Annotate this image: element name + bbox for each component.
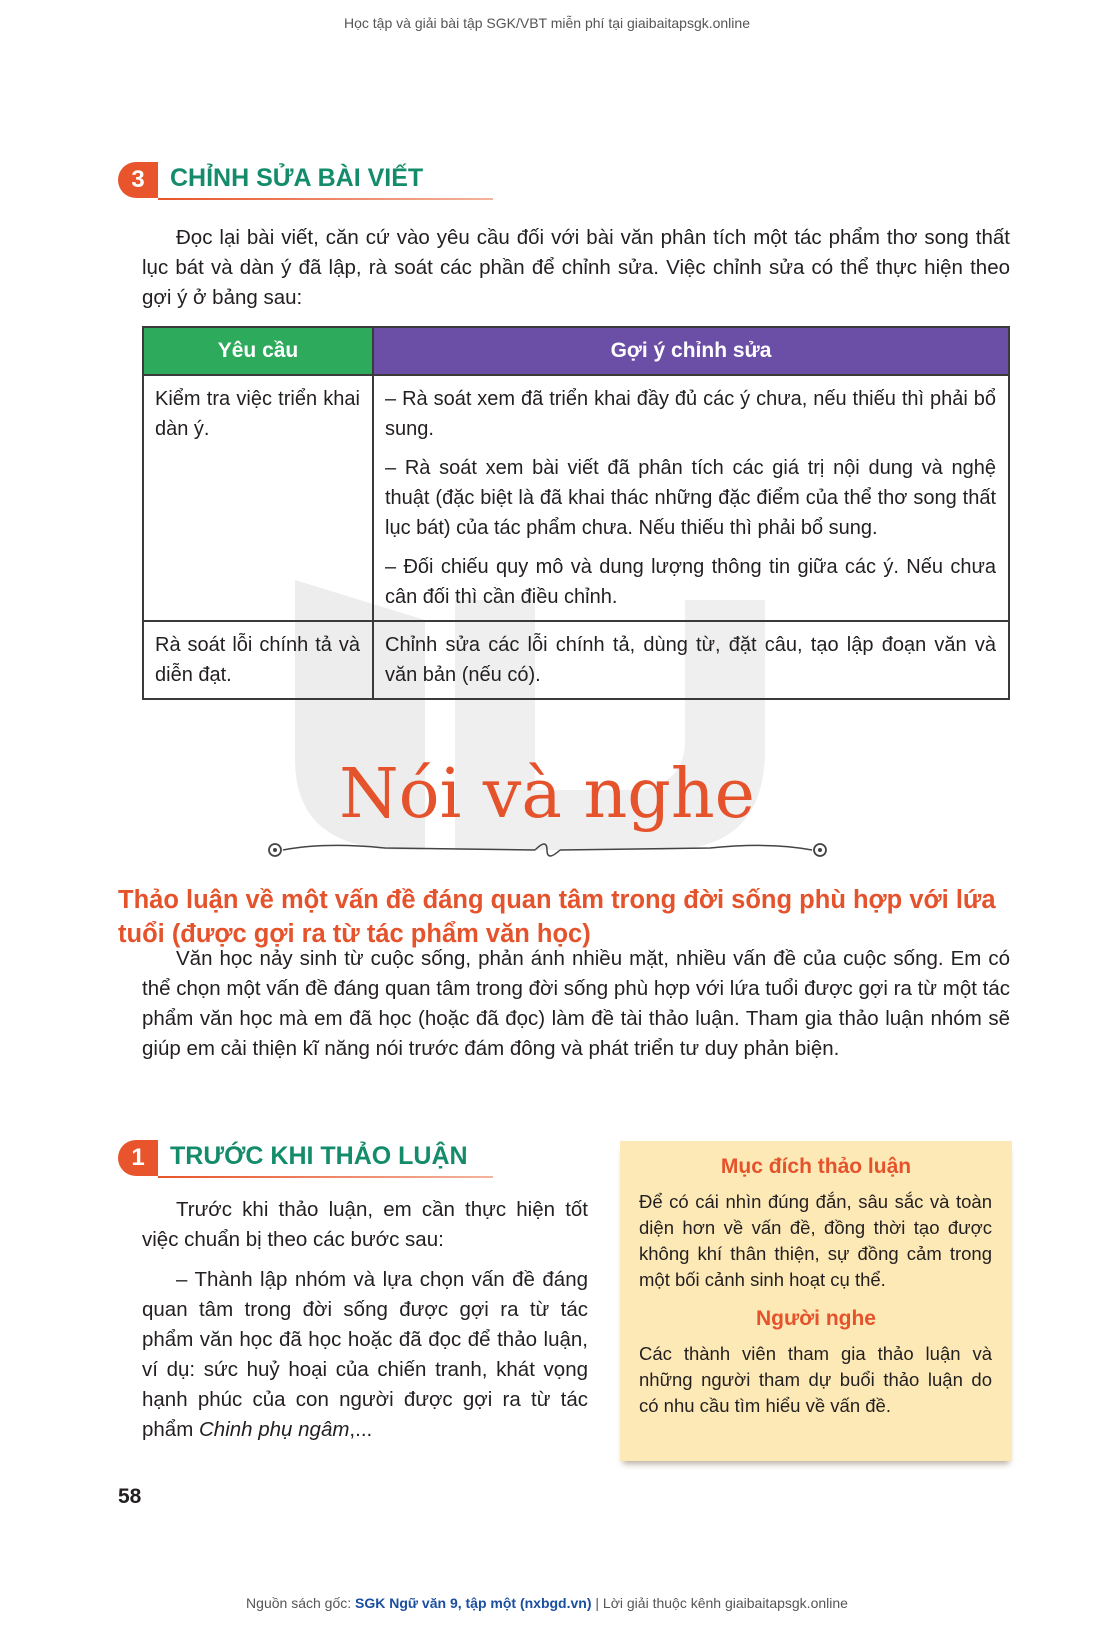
audience-text: Các thành viên tham gia thảo luận và những người tham dự buổi thảo luận do có nhu cầu tìm hiểu về vấn đề.: [639, 1343, 992, 1416]
suggestion-item: – Rà soát xem bài viết đã phân tích các giá trị nội dung và nghệ thuật (đặc biệt là đã khai thác những đặc điểm của thể thơ song thất lục bát) của tác phẩm chưa. Nếu thiếu thì phải bổ sung.: [385, 457, 996, 539]
footer-prefix: Nguồn sách gốc:: [246, 1595, 356, 1611]
table-header-requirement: Yêu cầu: [143, 327, 373, 375]
page-footer-note: [0, 1595, 1094, 1611]
step-text: – Thành lập nhóm và lựa chọn vấn đề đáng quan tâm trong đời sống được gợi ra từ tác phẩm văn học đã học hoặc đã đọc để thảo luận, ví dụ: sức huỷ hoại của chiến tranh, khát vọng hạnh phúc của con người được gợi ra từ tác phẩm: [142, 1268, 588, 1441]
section-3-heading: [118, 160, 488, 200]
footer-suffix: | Lời giải thuộc kênh giaibaitapsgk.online: [591, 1595, 848, 1611]
work-title: Chinh phụ ngâm: [198, 1418, 350, 1441]
suggestion-item: – Đối chiếu quy mô và dung lượng thông tin giữa các ý. Nếu chưa cân đối thì cần điều chỉnh.: [385, 556, 996, 608]
requirement-cell: Kiểm tra việc triển khai dàn ý.: [143, 375, 373, 621]
ornamental-divider: [265, 838, 830, 862]
table-row: [143, 375, 1009, 621]
suggestion-cell: [373, 375, 1009, 621]
section-number-badge: 1: [118, 1140, 158, 1176]
speaking-intro: Văn học nảy sinh từ cuộc sống, phản ánh nhiều mặt, nhiều vấn đề của cuộc sống. Em có thể chọn một vấn đề đáng quan tâm trong đời sống phù hợp với lứa tuổi được gợi ra từ một tác phẩm văn học mà em đã học (hoặc đã đọc) làm đề tài thảo luận. Tham gia thảo luận nhóm sẽ giúp em cải thiện kĩ năng nói trước đám đông và phát triển tư duy phản biện.: [142, 947, 1010, 1060]
discussion-topic-heading: Thảo luận về một vấn đề đáng quan tâm trong đời sống phù hợp với lứa tuổi (được gợi ra từ tác phẩm văn học): [118, 886, 996, 948]
suggestion-item: Chỉnh sửa các lỗi chính tả, dùng từ, đặt câu, tạo lập đoạn văn và văn bản (nếu có).: [385, 634, 996, 686]
footer-source-link[interactable]: SGK Ngữ văn 9, tập một (nxbgd.vn): [355, 1595, 592, 1611]
table-row: [143, 621, 1009, 699]
step-text-end: ,...: [349, 1418, 373, 1441]
section-1-paragraph: Trước khi thảo luận, em cần thực hiện tốt việc chuẩn bị theo các bước sau:: [142, 1198, 588, 1251]
section-1-step: [142, 1265, 588, 1445]
section-number-badge: 3: [118, 162, 158, 198]
revision-table: [142, 326, 1010, 700]
purpose-heading: Mục đích thảo luận: [720, 1155, 912, 1178]
section-title: CHỈNH SỬA BÀI VIẾT: [170, 164, 424, 192]
page-number: 58: [118, 1485, 142, 1508]
table-header-suggestion: Gợi ý chỉnh sửa: [373, 327, 1009, 375]
section-underline: [158, 1176, 493, 1178]
section-underline: [158, 198, 493, 200]
discussion-info-box: [620, 1141, 1012, 1461]
page-header-note: Học tập và giải bài tập SGK/VBT miễn phí tại giaibaitapsgk.online: [344, 15, 750, 31]
speaking-listening-title: Nói và nghe: [339, 755, 755, 834]
section-1-heading: [118, 1138, 488, 1178]
requirement-cell: Rà soát lỗi chính tả và diễn đạt.: [143, 621, 373, 699]
suggestion-item: – Rà soát xem đã triển khai đầy đủ các ý chưa, nếu thiếu thì phải bổ sung.: [385, 388, 996, 440]
purpose-text: Để có cái nhìn đúng đắn, sâu sắc và toàn diện hơn về vấn đề, đồng thời tạo được không khí thân thiện, sự đồng cảm trong một bối cảnh sinh hoạt cụ thể.: [639, 1191, 992, 1290]
suggestion-cell: [373, 621, 1009, 699]
section-title: TRƯỚC KHI THẢO LUẬN: [170, 1142, 468, 1170]
section-3-intro: Đọc lại bài viết, căn cứ vào yêu cầu đối với bài văn phân tích một tác phẩm thơ song thất lục bát và dàn ý đã lập, rà soát các phần để chỉnh sửa. Việc chỉnh sửa có thể thực hiện theo gợi ý ở bảng sau:: [142, 226, 1010, 309]
audience-heading: Người nghe: [756, 1307, 876, 1330]
